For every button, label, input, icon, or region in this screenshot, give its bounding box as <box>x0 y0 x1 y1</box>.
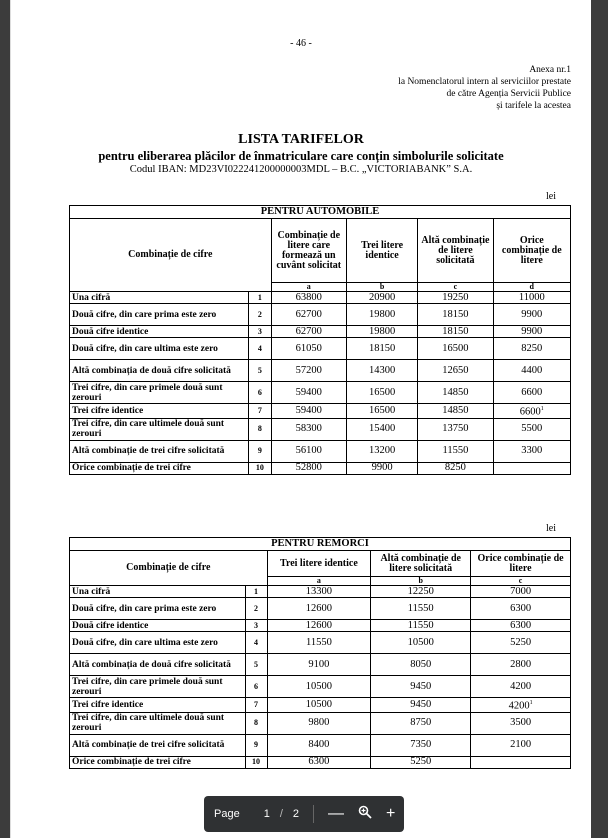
zoom-in-button[interactable]: + <box>386 805 396 822</box>
tariff-amount: 5250 <box>510 636 532 648</box>
row-label: Trei cifre, din care ultimele două sunt zerouri <box>70 712 246 734</box>
tariff-value <box>418 462 493 474</box>
table-row <box>70 712 571 734</box>
table-row <box>70 462 571 474</box>
tariff-amount: 16500 <box>368 404 396 416</box>
annex-line: la Nomenclatorul intern al serviciilor prestate <box>398 77 571 87</box>
row-number: 5 <box>249 360 271 382</box>
tariff-value <box>271 360 346 382</box>
tariff-value <box>493 360 570 382</box>
tariff-amount: 16500 <box>442 342 469 354</box>
row-label: Altă combinație de trei cifre solicitată <box>70 440 249 462</box>
tariff-amount: 13750 <box>442 423 469 434</box>
row-number: 7 <box>245 698 267 713</box>
table-row <box>70 326 571 338</box>
table-row <box>70 360 571 382</box>
tariff-value <box>346 418 417 440</box>
table-row <box>70 440 571 462</box>
tariff-value <box>271 418 346 440</box>
row-label: Orice combinație de trei cifre <box>70 756 246 768</box>
column-header: Trei litere identice <box>346 219 417 283</box>
table-row <box>70 404 571 419</box>
tariff-value <box>271 304 346 326</box>
row-number: 8 <box>249 418 271 440</box>
tariff-value <box>346 404 417 419</box>
tariff-amount: 11550 <box>407 619 434 631</box>
row-label: Altă combinația de două cifre solicitată <box>70 360 249 382</box>
tariff-amount: 6300 <box>510 602 532 614</box>
tariff-value <box>471 712 571 734</box>
tariff-amount: 19800 <box>368 308 396 320</box>
tariff-value <box>471 586 571 598</box>
tariff-amount: 10500 <box>305 698 333 710</box>
section-title: PENTRU AUTOMOBILE <box>70 206 571 219</box>
tariff-amount: 12650 <box>442 364 469 376</box>
tariff-amount: 9450 <box>410 698 432 710</box>
tariff-amount: 5250 <box>410 756 432 767</box>
tariff-value <box>267 698 371 713</box>
tariff-value <box>493 462 570 474</box>
tariff-amount: 12600 <box>305 602 333 614</box>
tariff-amount: 4200 <box>510 680 532 692</box>
tariff-value <box>267 676 371 698</box>
tariff-amount: 9900 <box>521 325 543 337</box>
tariff-value <box>418 326 493 338</box>
tariff-value <box>493 382 570 404</box>
tariff-amount: 8250 <box>444 462 466 473</box>
tariff-amount: 8250 <box>521 342 543 354</box>
tariff-value <box>267 632 371 654</box>
tariff-value <box>371 586 471 598</box>
automobile-tariff-table <box>69 205 571 475</box>
row-number: 2 <box>245 598 267 620</box>
tariff-value <box>271 292 346 304</box>
tariff-amount: 12250 <box>407 585 434 597</box>
tariff-amount: 5500 <box>521 423 543 434</box>
tariff-amount: 14850 <box>442 386 469 398</box>
tariff-amount: 9450 <box>410 680 432 692</box>
tariff-amount: 18150 <box>442 325 469 337</box>
tariff-amount: 7350 <box>410 739 432 750</box>
tariff-value <box>346 360 417 382</box>
row-number: 4 <box>245 632 267 654</box>
tariff-value <box>371 712 471 734</box>
tariff-value <box>267 586 371 598</box>
tariff-amount: 58300 <box>295 423 322 434</box>
table-row <box>70 654 571 676</box>
tariff-amount: 56100 <box>295 445 322 456</box>
tariff-value <box>493 338 570 360</box>
tariff-amount: 20900 <box>368 291 396 303</box>
tariff-amount: 11550 <box>442 445 469 456</box>
row-number: 5 <box>245 654 267 676</box>
tariff-value <box>471 676 571 698</box>
table-row <box>70 620 571 632</box>
tariff-value <box>493 304 570 326</box>
tariff-amount: 11550 <box>407 602 434 614</box>
tariff-value <box>346 338 417 360</box>
document-page <box>10 0 591 838</box>
row-label: Două cifre identice <box>70 326 249 338</box>
tariff-value <box>267 756 371 768</box>
row-label: Trei cifre, din care primele două sunt zerouri <box>70 382 249 404</box>
header-row <box>70 551 571 577</box>
currency-label: lei <box>546 523 556 534</box>
column-letter: a <box>271 283 346 292</box>
tariff-amount: 10500 <box>407 636 434 648</box>
tariff-amount: 19800 <box>368 325 396 337</box>
row-label: Altă combinația de două cifre solicitată <box>70 654 246 676</box>
iban-line: Codul IBAN: MD23VI022241200000003MDL – B.C. „VICTORIABANK” S.A. <box>129 164 473 175</box>
tariff-amount: 52800 <box>295 462 322 473</box>
tariff-amount: 8750 <box>410 717 432 728</box>
table-row <box>70 418 571 440</box>
row-label: Una cifră <box>70 292 249 304</box>
tariff-amount: 59400 <box>295 386 322 398</box>
column-letter: a <box>267 577 371 586</box>
section-title: PENTRU REMORCI <box>70 538 571 551</box>
row-label: Două cifre, din care ultima este zero <box>70 632 246 654</box>
zoom-out-button[interactable]: — <box>328 805 345 822</box>
magnifier-icon[interactable] <box>358 805 372 823</box>
column-letter: d <box>493 283 570 292</box>
document-title: LISTA TARIFELOR <box>238 132 364 147</box>
table-row <box>70 598 571 620</box>
tariff-amount: 11550 <box>305 636 332 648</box>
tariff-value <box>371 632 471 654</box>
row-number: 7 <box>249 404 271 419</box>
tariff-amount: 18150 <box>368 342 396 354</box>
row-number: 4 <box>249 338 271 360</box>
header-row <box>70 219 571 283</box>
tariff-value <box>418 404 493 419</box>
tariff-value <box>346 292 417 304</box>
tariff-value <box>267 712 371 734</box>
tariff-value <box>346 326 417 338</box>
tariff-amount: 18150 <box>442 308 469 320</box>
row-number: 2 <box>249 304 271 326</box>
tariff-amount: 9100 <box>308 658 330 670</box>
tariff-value <box>471 632 571 654</box>
tariff-value <box>371 598 471 620</box>
row-number: 9 <box>249 440 271 462</box>
row-label: Una cifră <box>70 586 246 598</box>
column-header: Combinație de cifre <box>70 551 268 586</box>
tariff-amount: 6600 <box>521 386 543 398</box>
tariff-value <box>371 756 471 768</box>
column-header: Orice combinație de litere <box>471 551 571 577</box>
tariff-value <box>271 404 346 419</box>
tariff-value <box>371 698 471 713</box>
tariff-amount: 3500 <box>510 717 532 728</box>
row-number: 10 <box>245 756 267 768</box>
tariff-value <box>418 360 493 382</box>
table-row <box>70 382 571 404</box>
tariff-value <box>418 338 493 360</box>
column-letter: c <box>418 283 493 292</box>
tariff-amount: 62700 <box>295 308 322 320</box>
row-label: Două cifre, din care prima este zero <box>70 598 246 620</box>
tariff-amount: 9900 <box>521 308 543 320</box>
row-label: Trei cifre, din care ultimele două sunt zerouri <box>70 418 249 440</box>
table-row <box>70 292 571 304</box>
pdf-toolbar <box>204 796 404 832</box>
current-page-input[interactable]: 1 <box>263 808 270 820</box>
tariff-value <box>267 654 371 676</box>
annex-line: de către Agenția Servicii Publice <box>446 89 571 99</box>
annex-line: Anexa nr.1 <box>529 65 571 75</box>
tariff-amount: 13200 <box>368 445 396 456</box>
tariff-value <box>471 598 571 620</box>
row-number: 1 <box>245 586 267 598</box>
tariff-value <box>493 418 570 440</box>
document-subtitle: pentru eliberarea plăcilor de înmatriculare care conțin simbolurile solicitate <box>98 149 504 163</box>
tariff-value <box>271 462 346 474</box>
tariff-value <box>471 620 571 632</box>
tariff-amount: 61050 <box>295 342 322 354</box>
table-row <box>70 698 571 713</box>
currency-label: lei <box>546 191 556 202</box>
column-header: Orice combinație de litere <box>493 219 570 283</box>
tariff-value <box>267 734 371 756</box>
section-row <box>70 538 571 551</box>
tariff-amount: 4400 <box>521 364 543 376</box>
tariff-amount: 6600 <box>519 406 541 418</box>
row-label: Două cifre, din care ultima este zero <box>70 338 249 360</box>
tariff-amount: 8050 <box>410 658 432 670</box>
annex-line: și tarifele la acestea <box>496 101 571 111</box>
tariff-amount: 14300 <box>368 364 396 376</box>
tariff-amount: 2800 <box>510 658 532 670</box>
tariff-amount: 6300 <box>308 756 330 767</box>
column-letter: c <box>471 577 571 586</box>
toolbar-divider <box>313 805 314 823</box>
table-row <box>70 338 571 360</box>
row-number: 10 <box>249 462 271 474</box>
row-label: Două cifre, din care prima este zero <box>70 304 249 326</box>
tariff-amount: 19250 <box>442 291 469 303</box>
row-label: Trei cifre, din care primele două sunt zerouri <box>70 676 246 698</box>
row-label: Trei cifre identice <box>70 698 246 713</box>
tariff-value <box>346 462 417 474</box>
row-label: Altă combinație de trei cifre solicitată <box>70 734 246 756</box>
tariff-value <box>371 676 471 698</box>
tariff-amount: 2100 <box>510 739 532 750</box>
tariff-value <box>493 440 570 462</box>
table-row <box>70 734 571 756</box>
row-label: Orice combinație de trei cifre <box>70 462 249 474</box>
row-number: 3 <box>249 326 271 338</box>
tariff-amount: 9900 <box>371 462 393 473</box>
tariff-value <box>418 292 493 304</box>
row-number: 6 <box>249 382 271 404</box>
total-pages: 2 <box>292 808 300 820</box>
tariff-value <box>346 382 417 404</box>
tariff-amount: 9800 <box>308 717 330 728</box>
tariff-value <box>371 734 471 756</box>
table-row <box>70 756 571 768</box>
tariff-value <box>493 326 570 338</box>
tariff-value <box>418 382 493 404</box>
footnote-mark: 1 <box>529 700 533 706</box>
tariff-value <box>346 304 417 326</box>
column-header: Altă combinație de litere solicitată <box>418 219 493 283</box>
tariff-value <box>418 418 493 440</box>
table-row <box>70 632 571 654</box>
tariff-amount: 16500 <box>368 386 396 398</box>
tariff-amount: 11000 <box>518 291 545 303</box>
row-label: Trei cifre identice <box>70 404 249 419</box>
tariff-value <box>418 440 493 462</box>
tariff-amount: 6300 <box>510 619 532 631</box>
tariff-value <box>271 382 346 404</box>
tariff-value <box>371 620 471 632</box>
column-header: Combinație de litere care formează un cuvânt solicitat <box>271 219 346 283</box>
tariff-value <box>471 756 571 768</box>
tariff-amount: 57200 <box>295 364 322 376</box>
tariff-value <box>271 338 346 360</box>
column-header: Trei litere identice <box>267 551 371 577</box>
table-row <box>70 676 571 698</box>
tariff-value <box>267 598 371 620</box>
tariff-value <box>471 654 571 676</box>
page-separator: / <box>279 808 283 820</box>
tariff-value <box>471 734 571 756</box>
tariff-amount: 63800 <box>295 291 322 303</box>
tariff-value <box>493 292 570 304</box>
tariff-amount: 13300 <box>305 585 333 597</box>
tariff-value <box>418 304 493 326</box>
tariff-value <box>346 440 417 462</box>
tariff-value <box>371 654 471 676</box>
row-number: 3 <box>245 620 267 632</box>
column-header: Altă combinație de litere solicitată <box>371 551 471 577</box>
footnote-mark: 1 <box>540 406 544 412</box>
tariff-amount: 14850 <box>442 404 469 416</box>
tariff-amount: 3300 <box>521 445 543 456</box>
column-letter: b <box>371 577 471 586</box>
tariff-amount: 10500 <box>305 680 333 692</box>
tariff-value <box>493 404 570 419</box>
page-label: Page <box>214 808 240 820</box>
table-row <box>70 304 571 326</box>
tariff-amount: 15400 <box>368 423 396 434</box>
trailer-tariff-table <box>69 537 571 769</box>
row-number: 9 <box>245 734 267 756</box>
tariff-amount: 12600 <box>305 619 333 631</box>
annex-note <box>271 64 571 112</box>
row-number: 8 <box>245 712 267 734</box>
section-row <box>70 206 571 219</box>
row-number: 6 <box>245 676 267 698</box>
tariff-amount: 7000 <box>510 585 532 597</box>
tariff-value <box>271 326 346 338</box>
column-letter: b <box>346 283 417 292</box>
tariff-value <box>271 440 346 462</box>
tariff-value <box>267 620 371 632</box>
row-label: Două cifre identice <box>70 620 246 632</box>
page-number: - 46 - <box>290 38 312 49</box>
tariff-amount: 62700 <box>295 325 322 337</box>
tariff-amount: 8400 <box>308 739 330 750</box>
tariff-amount: 59400 <box>295 404 322 416</box>
tariff-value <box>471 698 571 713</box>
row-number: 1 <box>249 292 271 304</box>
table-row <box>70 586 571 598</box>
tariff-amount: 4200 <box>508 700 530 712</box>
column-header: Combinație de cifre <box>70 219 272 292</box>
